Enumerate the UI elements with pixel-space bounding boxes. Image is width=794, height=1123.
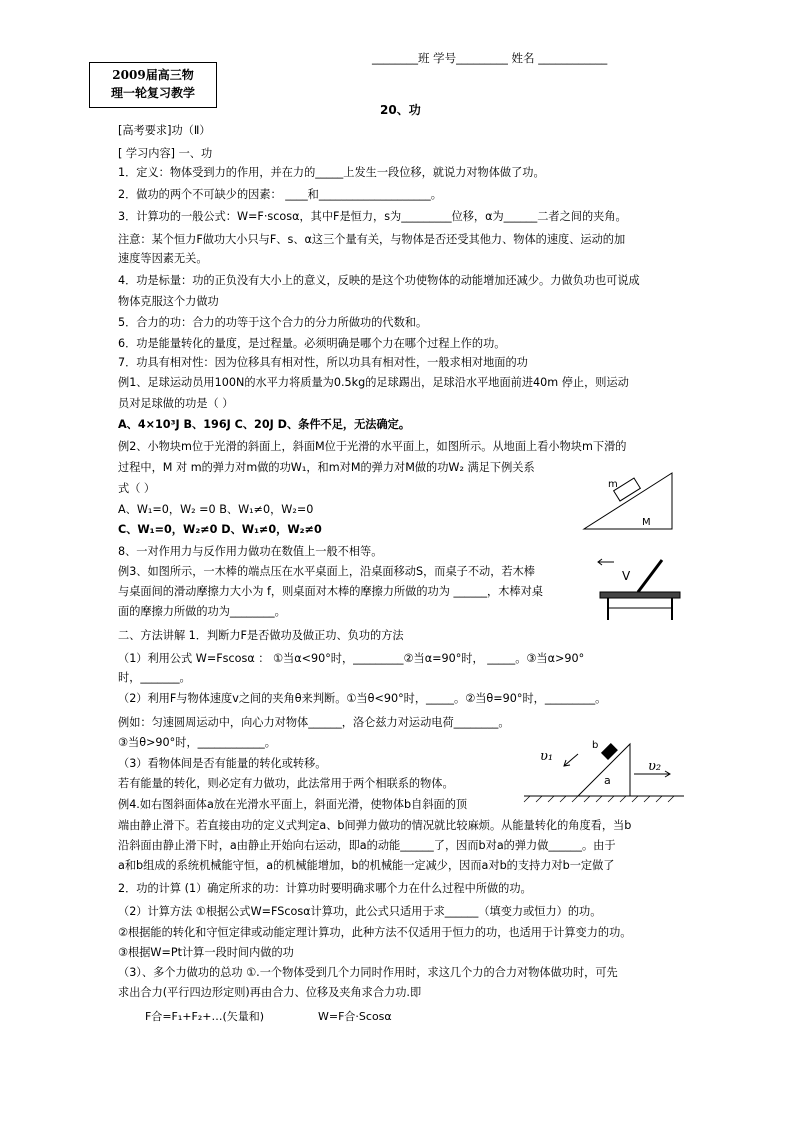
text-line: 3．计算功的一般公式：W=F·scosα，其中F是恒力，s为_________位移，α为______二者之间的夹角。 [118, 210, 627, 223]
text-line: 过程中，M 对 m的弹力对m做的功W₁，和m对M的弹力对M做的功W₂ 满足下例关系 [118, 461, 535, 474]
text-line: 4．功是标量：功的正负没有大小上的意义，反映的是这个功使物体的动能增加还减少。力做负功也可说成 [118, 274, 640, 287]
course-badge [89, 62, 217, 108]
example-1-options: A、4×10³J B、196J C、20J D、条件不足，无法确定。 [118, 418, 411, 431]
example-2: 例2、小物块m位于光滑的斜面上，斜面M位于光滑的水平面上，如图所示。从地面上看小物块m下滑的 [118, 440, 627, 453]
text-line: 员对足球做的功是（ ） [118, 397, 234, 410]
arrow-v1-icon [564, 754, 578, 766]
text-line: 若有能量的转化，则必定有力做功，此法常用于两个相联系的物体。 [118, 777, 454, 790]
text-line: 8、一对作用力与反作用力做功在数值上一般不相等。 [118, 545, 383, 558]
table-top [600, 592, 680, 598]
text-line: 式（ ） [118, 482, 156, 495]
text-line: （1）利用公式 W=Fscosα ： ①当α<90°时，_________②当α=90°时， _____。③当α>90° [118, 652, 585, 665]
text-line: （3）看物体间是否有能量的转化或转移。 [118, 757, 327, 770]
badge-line-1: 2009届高三物 [112, 68, 194, 82]
text-line: 2．功的计算 (1）确定所求的功：计算功时要明确求哪个力在什么过程中所做的功。 [118, 882, 532, 895]
text-line: 沿斜面由静止滑下时，a由静止开始向右运动，即a的动能______了，因而b对a的弹力做______。由于 [118, 839, 616, 852]
label-m: m [608, 479, 618, 490]
example-2-options-ab: A、W₁=0，W₂ =0 B、W₁≠0，W₂=0 [118, 503, 314, 516]
text-line: （3）、多个力做功的总功 ①.一个物体受到几个力同时作用时，求这几个力的合力对物体做功时，可先 [118, 966, 618, 979]
text-line: 速度等因素无关。 [118, 252, 208, 265]
text-line: ②根据能的转化和守恒定律或动能定理计算功，此种方法不仅适用于恒力的功，也适用于计算变力的功。 [118, 926, 632, 939]
section-method: 二、方法讲解 1．判断力F是否做功及做正功、负功的方法 [118, 629, 404, 642]
text-line: 6．功是能量转化的量度，是过程量。必须明确是哪个力在哪个过程上作的功。 [118, 337, 506, 350]
text-line: 5．合力的功：合力的功等于这个合力的分力所做功的代数和。 [118, 316, 428, 329]
label-M: M [642, 517, 651, 528]
text-line: ③根据W=Pt计算一段时间内做的功 [118, 946, 294, 959]
student-info-line: ________班 学号_________ 姓名 ____________ [372, 51, 608, 65]
label-v2: υ₂ [648, 759, 662, 774]
text-line: 例如：匀速圆周运动中，向心力对物体______，洛仑兹力对运动电荷________。 [118, 716, 510, 729]
wedge-block-figure [520, 738, 688, 804]
text-line: 注意：某个恒力F做功大小只与F、s、α这三个量有关，与物体是否还受其他力、物体的速度、运动的加 [118, 233, 626, 246]
badge-line-2: 理一轮复习教学 [110, 86, 195, 100]
text-line: ③当θ>90°时，____________。 [118, 736, 276, 749]
label-v: V [622, 569, 631, 583]
text-line: 求出合力(平行四边形定则)再由合力、位移及夹角求合力功.即 [118, 986, 422, 999]
text-line: 时，_______。 [118, 671, 191, 684]
text-line: 1．定义：物体受到力的作用，并在力的_____上发生一段位移，就说力对物体做了功。 [118, 166, 545, 179]
text-line: [高考要求]功（Ⅱ） [118, 124, 211, 137]
example-4: 例4.如右图斜面体a放在光滑水平面上，斜面光滑，使物体b自斜面的顶 [118, 798, 468, 811]
text-line: 物体克服这个力做功 [118, 295, 219, 308]
formula-net-force: F合=F₁+F₂+…(矢量和) [145, 1010, 265, 1023]
text-line: 7．功具有相对性：因为位移具有相对性，所以功具有相对性，一般求相对地面的功 [118, 356, 528, 369]
text-line: （2）计算方法 ①根据公式W=FScosα计算功，此公式只适用于求______（填变力或恒力）的功。 [118, 905, 602, 918]
incline-figure [580, 467, 680, 533]
text-line: [ 学习内容] 一、功 [118, 147, 213, 160]
text-line: （2）利用F与物体速度v之间的夹角θ来判断。①当θ<90°时，_____。②当θ=90°时，_________。 [118, 692, 607, 705]
example-3: 例3、如图所示，一木棒的端点压在水平桌面上，沿桌面移动S，而桌子不动，若木棒 [118, 565, 535, 578]
example-2-options-cd: C、W₁=0，W₂≠0 D、W₁≠0，W₂≠0 [118, 523, 322, 536]
text-line: 面的摩擦力所做的功为________。 [118, 605, 286, 618]
block-b [601, 743, 618, 760]
label-a: a [604, 774, 611, 787]
label-b: b [592, 740, 599, 751]
text-line: 2．做功的两个不可缺少的因素： ____和____________________。 [118, 188, 442, 201]
text-line: 端由静止滑下。若直接由功的定义式判定a、b间弹力做功的情况就比较麻烦。从能量转化的角度看，当b [118, 819, 632, 832]
table-stick-figure [596, 556, 686, 626]
example-1: 例1、足球运动员用100N的水平力将质量为0.5kg的足球踢出，足球沿水平地面前进40m 停止，则运动 [118, 376, 629, 389]
text-line: 与桌面间的滑动摩擦力大小为 f，则桌面对木棒的摩擦力所做的功为 ______，木棒对桌 [118, 585, 543, 598]
label-v1: υ₁ [540, 749, 554, 764]
formula-net-work: W=F合·Scosα [318, 1010, 392, 1023]
page-title: 20、功 [380, 103, 421, 117]
text-line: a和b组成的系统机械能守恒，a的机械能增加，b的机械能一定减少，因而a对b的支持力对b一定做了 [118, 859, 615, 872]
stick [638, 560, 662, 592]
